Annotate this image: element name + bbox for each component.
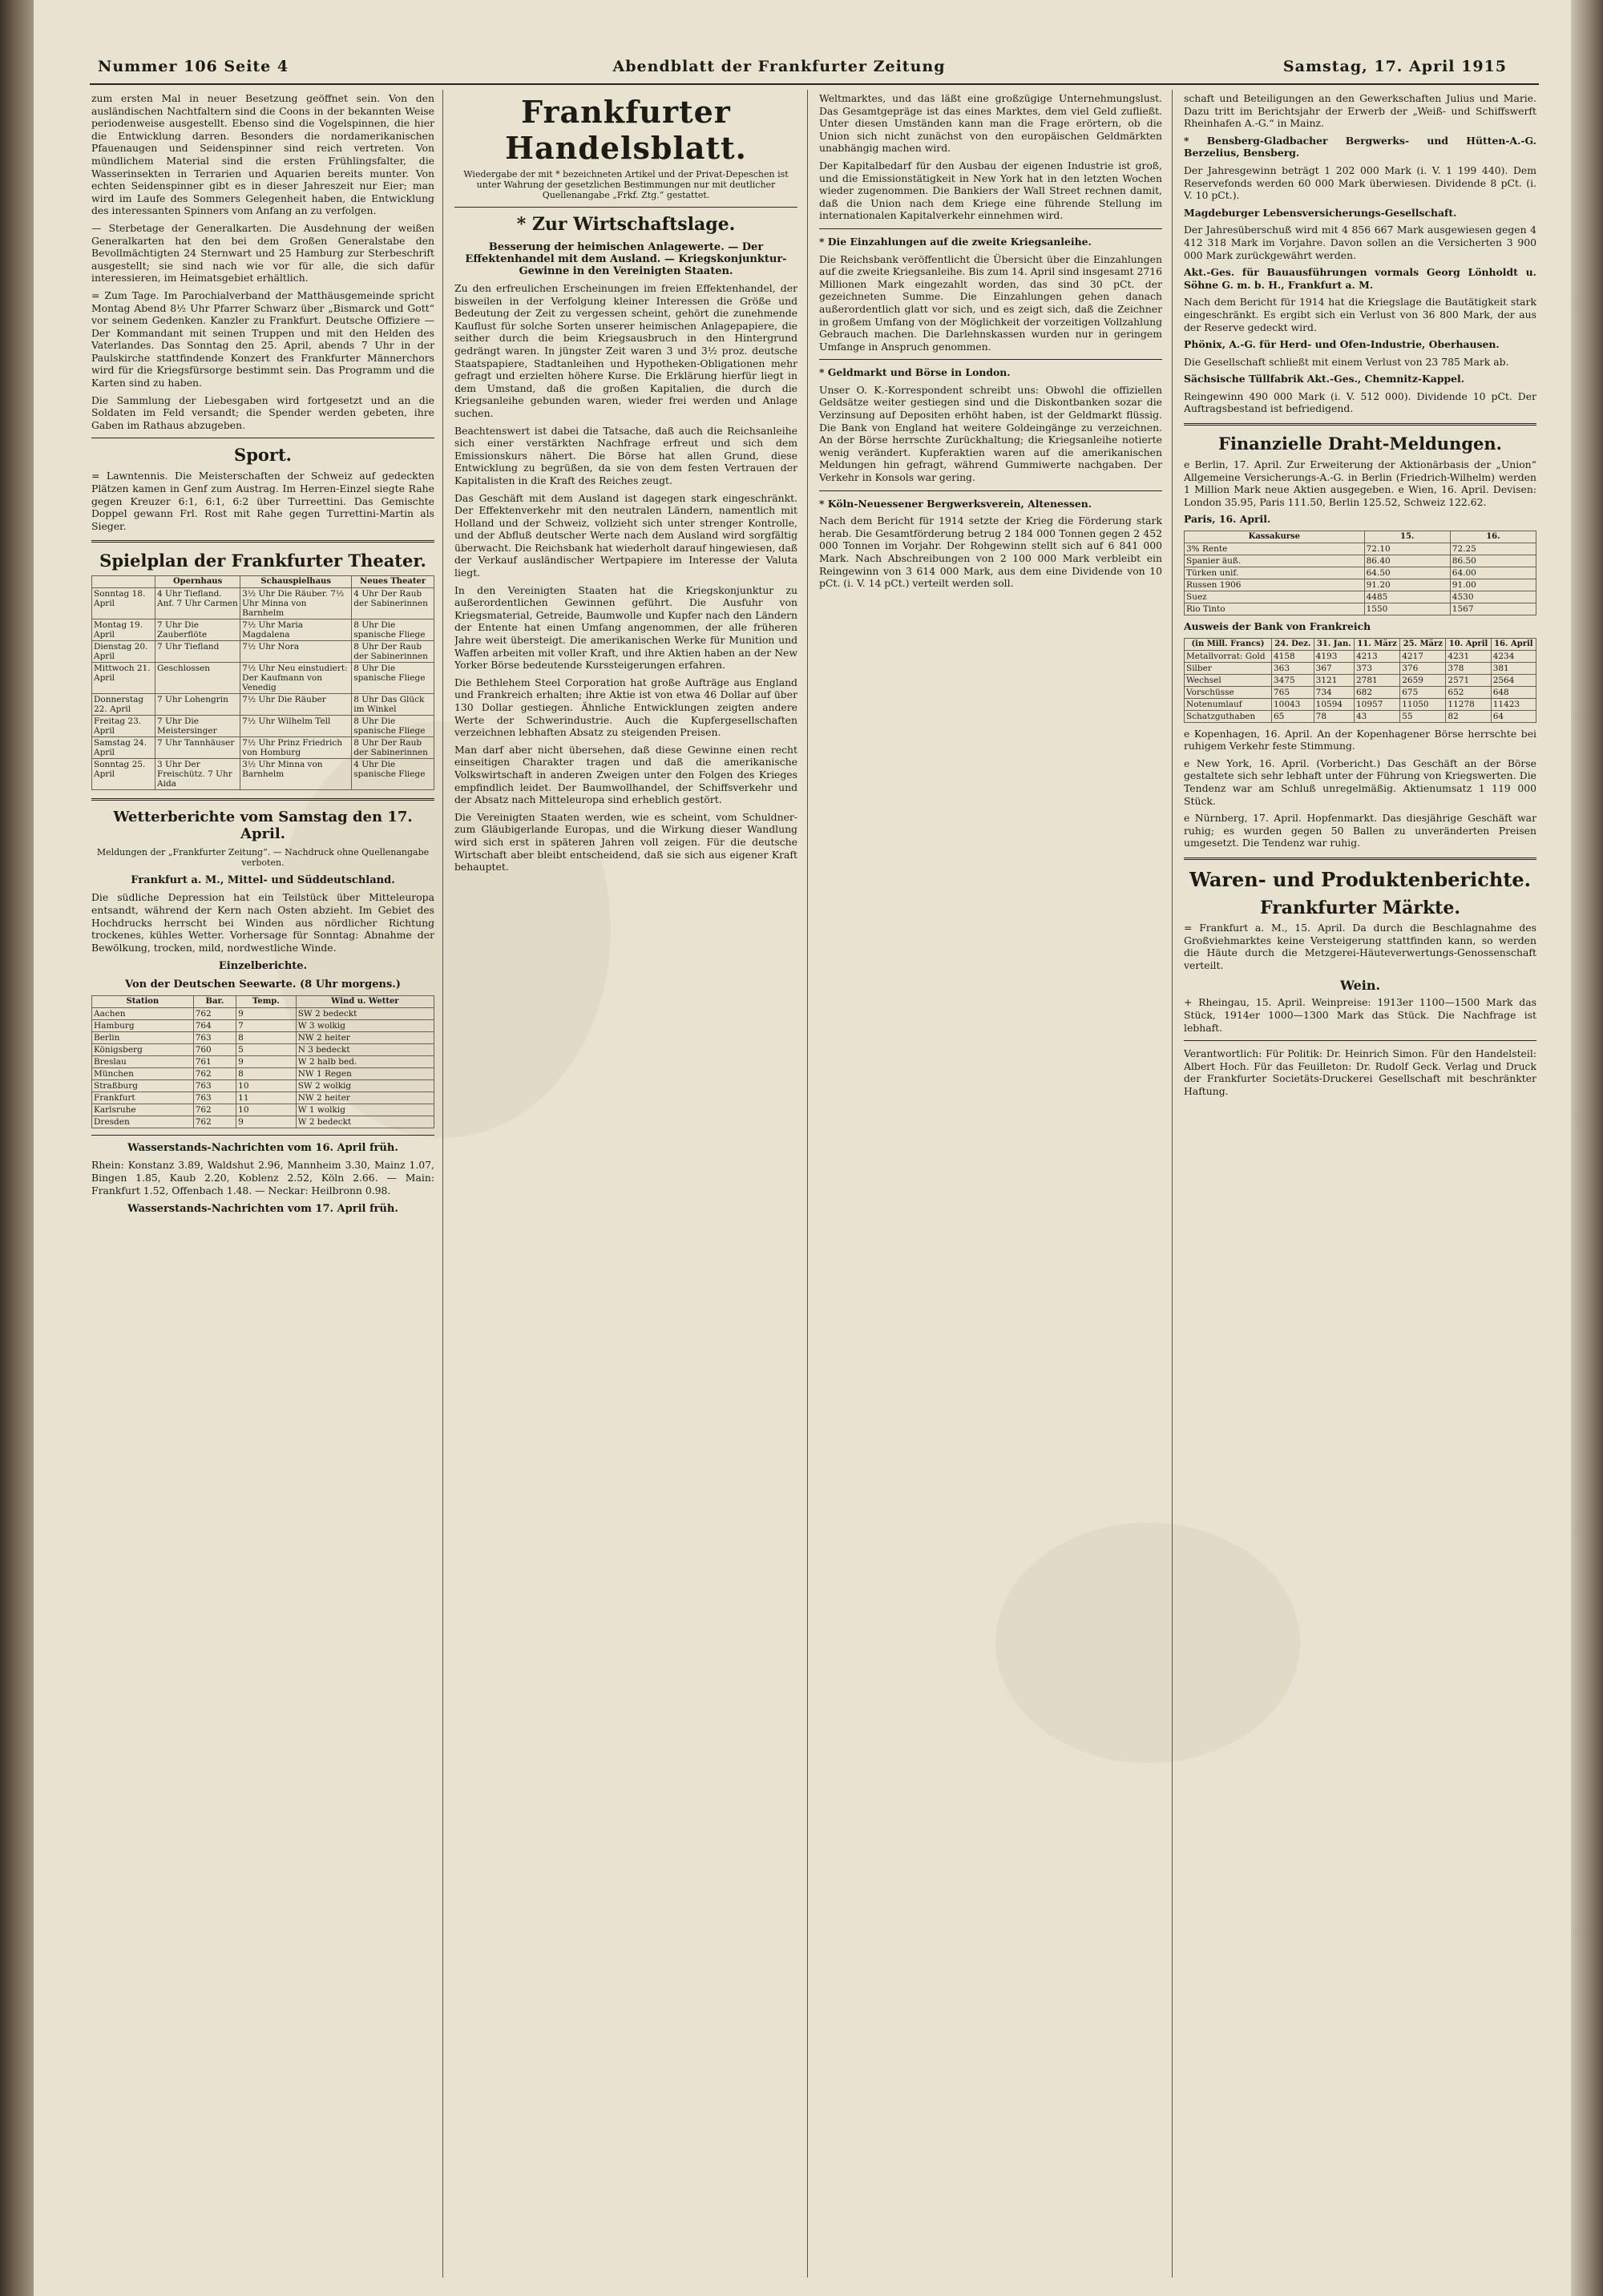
table-cell: Suez [1185, 591, 1365, 603]
table-cell: 734 [1314, 686, 1354, 698]
section-title-waren: Waren- und Produktenberichte. [1189, 867, 1532, 891]
paragraph: Der Kapitalbedarf für den Ausbau der eigenen Industrie ist groß, und die Emissionstätigkeit in New York hat in den letzten Wochen wieder zugenommen. Die Bankiers der Wall Street rechnen damit, daß die Union nach dem Kriege eine führende Stellung im internationalen Kapitalverkehr einnehmen wird. [819, 159, 1162, 222]
table-cell: Wechsel [1185, 674, 1272, 686]
column-1 [91, 92, 434, 2272]
table-row [92, 1116, 434, 1128]
table-cell: Notenumlauf [1185, 698, 1272, 710]
einzel-title: Einzelberichte. [218, 960, 308, 973]
table-cell: Dresden [92, 1116, 194, 1128]
table-cell: 4193 [1314, 650, 1354, 662]
article-body [819, 92, 1162, 222]
newspaper-page [34, 0, 1571, 2296]
table-cell: Türken unif. [1185, 567, 1365, 579]
table-cell: Rio Tinto [1185, 603, 1365, 615]
table-row [1185, 543, 1536, 555]
table-cell: 91.20 [1364, 579, 1450, 591]
table-row [92, 619, 434, 641]
table-cell: Sonntag 25. April [92, 759, 155, 790]
table-cell: Breslau [92, 1056, 194, 1068]
article-title: * Die Einzahlungen auf die zweite Kriegsanleihe. [819, 235, 1092, 248]
table-cell: 762 [193, 1116, 236, 1128]
table-cell: 7 Uhr Tiefland [155, 641, 240, 663]
table-cell: 763 [193, 1092, 236, 1104]
paragraph: Die Vereinigten Staaten werden, wie es scheint, vom Schuldner- zum Gläubigerlande Europas, und die Wirkung dieser Wandlung wird sich erst in späteren Jahren voll zeigen. Für die deutsche Wirtschaft aber bleibt entscheidend, daß sie sich aus eigener Kraft behauptet. [454, 810, 797, 874]
table-row [92, 737, 434, 759]
divider [1184, 857, 1536, 860]
article-title: Sächsische Tüllfabrik Akt.-Ges., Chemnitz-Kappel. [1184, 373, 1465, 385]
paragraph: Reingewinn 490 000 Mark (i. V. 512 000). Dividende 10 pCt. Der Auftragsbestand ist befriedigend. [1184, 389, 1536, 415]
section-lead: Besserung der heimischen Anlagewerte. — Der Effektenhandel mit dem Ausland. — Kriegskonjunktur-Gewinne in den Vereinigten Staaten. [465, 241, 787, 277]
table-cell: N 3 bedeckt [296, 1044, 434, 1056]
table-cell: 2659 [1400, 674, 1446, 686]
table-cell: 72.10 [1364, 543, 1450, 555]
table-cell: 648 [1491, 686, 1536, 698]
table-cell: 8 Uhr Die spanische Fliege [352, 716, 434, 737]
table-header-cell: Schauspielhaus [240, 576, 352, 588]
section-title-wein: Wein. [1339, 978, 1381, 994]
table-cell: 4217 [1400, 650, 1446, 662]
table-header-cell: 24. Dez. [1272, 638, 1314, 650]
article-body [454, 282, 797, 874]
paragraph: Unser O. K.-Korrespondent schreibt uns: Obwohl die offiziellen Geldsätze weiter gestiegen sind und die Diskontbanken sozar die Verzinsung auf Depositen erhöht haben, ist der Geldmarkt flüssig. Die Bank von England hat weitere Goldeingänge zu verzeichnen. An der Börse herrschte Zurückhaltung; die Kriegsanleihe notierte wenig verändert. Kupferaktien waren auf die amerikanischen Meldungen hin gefragt, während Gummiwerte nachgaben. Der Verkehr in Konsols war gering. [819, 383, 1162, 484]
table-row [92, 716, 434, 737]
paragraph: e New York, 16. April. (Vorbericht.) Das Geschäft an der Börse gestaltete sich sehr lebhaft unter der Führung von Kriegswerten. Die Tendenz war am Schluß unregelmäßig. Aktienumsatz 1 119 000 Stück. [1184, 757, 1536, 807]
table-cell: 2564 [1491, 674, 1536, 686]
paragraph: Der Jahresgewinn beträgt 1 202 000 Mark (i. V. 1 199 440). Dem Reservefonds werden 60 000 Mark überwiesen. Dividende 8 pCt. (i. V. 10 pCt.). [1184, 163, 1536, 202]
table-cell: 4485 [1364, 591, 1450, 603]
table-cell: 72.25 [1450, 543, 1536, 555]
paragraph: Beachtenswert ist dabei die Tatsache, daß auch die Reichsanleihe sich einer verstärkten Nachfrage erfreut und sich dem Emissionskurs nähert. Die Börse hat allen Grund, diese Entwicklung zu begrüßen, da sie von dem festen Vertrauen der Kapitalisten in die Kraft des Reiches zeugt. [454, 424, 797, 486]
weather-region: Frankfurt a. M., Mittel- und Süddeutschland. [131, 874, 395, 887]
table-cell: W 1 wolkig [296, 1104, 434, 1116]
table-row [92, 641, 434, 663]
table-cell: 9 [236, 1116, 297, 1128]
table-cell: NW 2 heiter [296, 1092, 434, 1104]
table-cell: 7½ Uhr Nora [240, 641, 352, 663]
stations-table [91, 995, 434, 1128]
table-row [1185, 650, 1536, 662]
table-cell: 7 Uhr Die Zauberflöte [155, 619, 240, 641]
table-cell: 8 Uhr Die spanische Fliege [352, 663, 434, 694]
article-title: Magdeburger Lebensversicherungs-Gesellschaft. [1184, 206, 1457, 219]
table-row [92, 1092, 434, 1104]
theater-table [91, 575, 434, 790]
divider [91, 540, 434, 543]
header-issue: Nummer 106 Seite 4 [98, 58, 289, 75]
paragraph: Die Sammlung der Liebesgaben wird fortgesetzt und an die Soldaten im Feld versandt; die Spender werden gebeten, ihre Gaben im Rathaus abzugeben. [91, 393, 434, 431]
table-cell: 7 Uhr Die Meistersinger [155, 716, 240, 737]
table-cell: 373 [1355, 662, 1400, 674]
table-cell: Karlsruhe [92, 1104, 194, 1116]
header-date: Samstag, 17. April 1915 [1282, 58, 1507, 75]
table-row [1185, 555, 1536, 567]
table-cell: Metallvorrat: Gold [1185, 650, 1272, 662]
paragraph: e Berlin, 17. April. Zur Erweiterung der Aktionärbasis der „Union“ Allgemeine Versicherungs-A.-G. in Berlin (Friedrich-Wilhelm) werden 1 Million Mark neue Aktien ausgegeben. e Wien, 16. April. Devisen: London 35.95, Paris 111.50, Berlin 125.52, Schweiz 122.62. [1184, 458, 1536, 508]
table-cell: 11423 [1491, 698, 1536, 710]
paragraph: Die Bethlehem Steel Corporation hat große Aufträge aus England und Frankreich erhalten; ihre Aktie ist von etwa 46 Dollar auf über 130 Dollar gestiegen. Ähnliche Entwicklungen zeigten andere Werte der Schwerindustrie. Auch die Kupfergesellschaften verzeichnen lebhaften Absatz zu steigenden Preisen. [454, 676, 797, 739]
table-row [92, 1068, 434, 1080]
table-cell: W 2 bedeckt [296, 1116, 434, 1128]
paragraph: Nach dem Bericht für 1914 setzte der Krieg die Förderung stark herab. Die Gesamtförderung betrug 2 184 000 Tonnen gegen 2 452 000 Tonnen im Vorjahr. Der Rohgewinn stellt sich auf 6 841 000 Mark. Nach Abschreibungen von 2 100 000 Mark verbleibt ein Reingewinn von 3 614 000 Mark, aus dem eine Dividende von 10 pCt. (i. V. 14 pCt.) verteilt werden soll. [819, 514, 1162, 590]
table-cell: 2571 [1446, 674, 1491, 686]
article-title: * Geldmarkt und Börse in London. [819, 366, 1011, 379]
header-title: Abendblatt der Frankfurter Zeitung [612, 58, 946, 75]
table-row [92, 588, 434, 619]
table-cell: Dienstag 20. April [92, 641, 155, 663]
paragraph: Der Jahresüberschuß wird mit 4 856 667 Mark ausgewiesen gegen 4 412 318 Mark im Vorjahre. Davon sollen an die Versicherten 3 900 000 Mark zurückgewährt werden. [1184, 224, 1536, 261]
table-row [92, 1056, 434, 1068]
table-row [92, 663, 434, 694]
article-title: Akt.-Ges. für Bauausführungen vormals Georg Lönholdt u. Söhne G. m. b. H., Frankfurt a. M. [1184, 266, 1536, 291]
paragraph: + Rheingau, 15. April. Weinpreise: 1913er 1100—1500 Mark das Stück, 1914er 1000—1300 Mark das Stück. Die Nachfrage ist lebhaft. [1184, 996, 1536, 1034]
table-header-cell: 10. April [1446, 638, 1491, 650]
paragraph: = Zum Tage. Im Parochialverband der Matthäusgemeinde spricht Montag Abend 8½ Uhr Pfarrer Schwarz über „Bismarck und Gott“ vor seinem Gedenken. Kanzler zu Frankfurt. Deutsche Offiziere — Der Kommandant mit seinen Truppen und mit den Helden des Vaterlandes. Das Sonntag den 25. April, abends 7 Uhr in der Paulskirche stattfindende Konzert des Frankfurter Männerchors wird für die Kriegsfürsorge bestimmt sein. Das Programm und die Karten sind zu haben. [91, 289, 434, 389]
table-cell: SW 2 bedeckt [296, 1008, 434, 1020]
table-header-cell: Neues Theater [352, 576, 434, 588]
paragraph: = Lawntennis. Die Meisterschaften der Schweiz auf gedeckten Plätzen kamen in Genf zum Austrag. Im Herren-Einzel siegte Rahe gegen Kreuzer 6:1, 6:1, 6:2 über Turreettini. Das Gemischte Doppel gewann Frl. Rost mit Rahe gegen Turrettini-Martin als Sieger. [91, 470, 434, 532]
table-row [92, 1080, 434, 1092]
table-cell: 3½ Uhr Minna von Barnhelm [240, 759, 352, 790]
divider [819, 359, 1162, 360]
table-cell: 764 [193, 1020, 236, 1032]
table-cell: Straßburg [92, 1080, 194, 1092]
section-title-wirtschaftslage: * Zur Wirtschaftslage. [516, 214, 736, 235]
table-header-cell: 16. April [1491, 638, 1536, 650]
table-cell: SW 2 wolkig [296, 1080, 434, 1092]
table-cell: 682 [1355, 686, 1400, 698]
table-cell: 762 [193, 1068, 236, 1080]
table-cell: 78 [1314, 710, 1354, 722]
column-2 [454, 92, 797, 2272]
table-header-row [92, 576, 434, 588]
book-binding [0, 0, 34, 2296]
table-cell: Aachen [92, 1008, 194, 1020]
paragraph: — Sterbetage der Generalkarten. Die Ausdehnung der weißen Generalkarten hat den bei dem Großen Generalstabe den Bevollmächtigten 24 Sternwart und 25 Hamburg zur Sterbeschrift ausgestellt; sie sind nach wie vor für alle, die sich dafür interessieren, im Heimatsgebiet erhältlich. [91, 221, 434, 284]
table-cell: 3% Rente [1185, 543, 1365, 555]
table-cell: 7 Uhr Lohengrin [155, 694, 240, 716]
table-header-row [1185, 638, 1536, 650]
section-title-sport: Sport. [234, 445, 292, 466]
divider [819, 228, 1162, 229]
table-cell: W 3 wolkig [296, 1020, 434, 1032]
table-cell: NW 1 Regen [296, 1068, 434, 1080]
table-cell: 86.40 [1364, 555, 1450, 567]
table-header-cell: (in Mill. Francs) [1185, 638, 1272, 650]
seewarte-title: Von der Deutschen Seewarte. (8 Uhr morgens.) [125, 979, 401, 991]
table-cell: 762 [193, 1008, 236, 1020]
paragraph: Die südliche Depression hat ein Teilstück über Mitteleuropa entsandt, während der Kern nach Osten abzieht. Im Gebiet des Hochdrucks herrscht bei Winden aus nördlicher Richtung trockenes, kühles Wetter. Vorhersage für Sonntag: Abnahme der Bewölkung, trocken, mild, nordwestliche Winde. [91, 891, 434, 954]
paragraph: = Frankfurt a. M., 15. April. Da durch die Beschlagnahme des Großviehmarktes keine Versteigerung stattfinden kann, so werden die Häute durch die Metzgerei-Häuteverwertungs-Genossenschaft verteilt. [1184, 921, 1536, 971]
table-cell: 11278 [1446, 698, 1491, 710]
table-cell: 64.00 [1450, 567, 1536, 579]
paragraph: Das Geschäft mit dem Ausland ist dagegen stark eingeschränkt. Der Effektenverkehr mit den neutralen Ländern, namentlich mit Holland und der Schweiz, vollzieht sich unter strenger Kontrolle, und der Abfluß deutscher Werte nach dem Ausland wird sorgfältig überwacht. Die Reichsbank hat wiederholt darauf hingewiesen, daß der Verkauf ausländischer Wertpapiere im Interesse der Valuta liegt. [454, 491, 797, 579]
article-title: * Köln-Neuessener Bergwerksverein, Altenessen. [819, 497, 1092, 510]
paragraph: e Kopenhagen, 16. April. An der Kopenhagener Börse herrschte bei ruhigem Verkehr feste Stimmung. [1184, 727, 1536, 753]
paragraph: Weltmarktes, und das läßt eine großzügige Unternehmungslust. Das Gesamtgepräge ist das eines Marktes, dem viel Geld zufließt. Unter diesen Umständen kann man die Frage erörtern, ob die Union sich nicht zunächst von den europäischen Geldmärkten unabhängig machen wird. [819, 92, 1162, 155]
table-cell: W 2 halb bed. [296, 1056, 434, 1068]
table-cell: 8 Uhr Die spanische Fliege [352, 619, 434, 641]
table-cell: 762 [193, 1104, 236, 1116]
table-row [1185, 686, 1536, 698]
table-header-cell: 31. Jan. [1314, 638, 1354, 650]
table-cell: 8 Uhr Das Glück im Winkel [352, 694, 434, 716]
table-cell: München [92, 1068, 194, 1080]
table-cell: Sonntag 18. April [92, 588, 155, 619]
table-cell: Russen 1906 [1185, 579, 1365, 591]
table-cell: 82 [1446, 710, 1491, 722]
table-cell: 3 Uhr Der Freischütz. 7 Uhr Aida [155, 759, 240, 790]
table-cell: 4 Uhr Die spanische Fliege [352, 759, 434, 790]
table-cell: 10043 [1272, 698, 1314, 710]
table-header-cell: 16. [1450, 531, 1536, 543]
imprint: Verantwortlich: Für Politik: Dr. Heinrich Simon. Für den Handelsteil: Albert Hoch. Für das Feuilleton: Dr. Rudolf Geck. Verlag und Druck der Frankfurter Societäts-Druckerei Gesellschaft mit beschränkter Haftung. [1184, 1047, 1536, 1097]
table-header-cell: Kassakurse [1185, 531, 1365, 543]
table-cell: 64.50 [1364, 567, 1450, 579]
table-cell: 4158 [1272, 650, 1314, 662]
table-row [92, 1032, 434, 1044]
table-cell: 8 Uhr Der Raub der Sabinerinnen [352, 737, 434, 759]
column-rule [807, 90, 808, 2278]
table-cell: 363 [1272, 662, 1314, 674]
paragraph: zum ersten Mal in neuer Besetzung geöffnet sein. Von den ausländischen Nachtfaltern sind die Coons in der bekannten Weise periodenweise ausgestellt. Ebenso sind die Vogelspinnen, die hier die Entwicklung darren. Besonders die nordamerikanischen Pfauenaugen und Seidenspinner sind reich vertreten. Von mündlichem Material sind die ersten Frühlingsfalter, die Wasserinsekten in Terrarien und Aquarien bereits munter. Von echten Seidenspinner gibt es in dieser Jahreszeit nur Eier; man wird im Laufe des Sommers Gelegenheit haben, die Entwicklung des interessanten Spinners vom Anfang an zu verfolgen. [91, 92, 434, 217]
table-header-cell: Temp. [236, 996, 297, 1008]
handelsblatt-title: Frankfurter Handelsblatt. [505, 94, 747, 166]
table-header-cell: 15. [1364, 531, 1450, 543]
table-row [1185, 591, 1536, 603]
divider [1184, 423, 1536, 426]
table-cell: 8 Uhr Der Raub der Sabinerinnen [352, 641, 434, 663]
table-cell: 3121 [1314, 674, 1354, 686]
table-cell: Geschlossen [155, 663, 240, 694]
paragraph: e Nürnberg, 17. April. Hopfenmarkt. Das diesjährige Geschäft war ruhig; es wurden gegen 50 Ballen zu unveränderten Preisen umgesetzt. Die Tendenz war ruhig. [1184, 812, 1536, 849]
table-cell: 64 [1491, 710, 1536, 722]
table-cell: 43 [1355, 710, 1400, 722]
table-row [1185, 698, 1536, 710]
table-cell: 765 [1272, 686, 1314, 698]
table-cell: 763 [193, 1032, 236, 1044]
table-row [92, 694, 434, 716]
table-header-cell: 11. März [1355, 638, 1400, 650]
table-cell: 8 [236, 1032, 297, 1044]
table-cell: Spanier äuß. [1185, 555, 1365, 567]
table-cell: 3475 [1272, 674, 1314, 686]
table-cell: 7 [236, 1020, 297, 1032]
table-cell: 5 [236, 1044, 297, 1056]
paris-table [1184, 531, 1536, 615]
table-cell: 675 [1400, 686, 1446, 698]
table-row [1185, 567, 1536, 579]
divider [819, 490, 1162, 491]
table-row [92, 1008, 434, 1020]
table-cell: 4231 [1446, 650, 1491, 662]
table-cell: 11 [236, 1092, 297, 1104]
table-cell: Berlin [92, 1032, 194, 1044]
table-cell: 10 [236, 1104, 297, 1116]
table-cell: 9 [236, 1056, 297, 1068]
table-cell: 4 Uhr Der Raub der Sabinerinnen [352, 588, 434, 619]
paragraph: Man darf aber nicht übersehen, daß diese Gewinne einen recht einseitigen Charakter tragen und daß die amerikanische Volkswirtschaft in anderen Zweigen unter den Folgen des Krieges empfindlich leidet. Der Baumwollhandel, der Schiffsverkehr und der Absatz nach Mitteleuropa sind erheblich gestört. [454, 743, 797, 806]
table-cell: 4234 [1491, 650, 1536, 662]
wasser-title-2: Wasserstands-Nachrichten vom 17. April früh. [127, 1203, 398, 1216]
table-cell: Samstag 24. April [92, 737, 155, 759]
table-cell: Donnerstag 22. April [92, 694, 155, 716]
section-title-draht: Finanzielle Draht-Meldungen. [1218, 434, 1502, 454]
table-cell: 65 [1272, 710, 1314, 722]
article-title: * Bensberg-Gladbacher Bergwerks- und Hütten-A.-G. Berzelius, Bensberg. [1184, 134, 1536, 159]
paragraph: Die Gesellschaft schließt mit einem Verlust von 23 785 Mark ab. [1184, 355, 1509, 368]
paragraph: Zu den erfreulichen Erscheinungen im freien Effektenhandel, der bisweilen in der Verfolgung kleiner Interessen die Größe und Bedeutung der Zeit zu vergessen scheint, gehört die zunehmende Kauflust für solche Sorten unserer heimischen Anlagepapiere, die seither durch die beim Kriegsausbruch in den Hintergrund gedrängt waren. In jüngster Zeit waren 3 und 3½ proz. deutsche Staatspapiere, Stadtanleihen und Hypotheken-Obligationen mehr gefragt und erzielten höhere Kurse. Die Erklärung hierfür liegt in dem Umstand, daß die großen Kapitalien, die durch die Kriegsanleihe gebunden waren, wieder frei werden und Anlage suchen. [454, 282, 797, 419]
paris-title: Paris, 16. April. [1184, 513, 1271, 526]
table-cell: 652 [1446, 686, 1491, 698]
table-cell: Frankfurt [92, 1092, 194, 1104]
table-cell: 760 [193, 1044, 236, 1056]
table-row [92, 759, 434, 790]
table-cell: 367 [1314, 662, 1354, 674]
table-row [1185, 579, 1536, 591]
header-rule [90, 83, 1539, 85]
table-cell: 763 [193, 1080, 236, 1092]
table-header-row [1185, 531, 1536, 543]
table-row [1185, 674, 1536, 686]
table-cell: 7½ Uhr Maria Magdalena [240, 619, 352, 641]
table-cell: 7½ Uhr Prinz Friedrich von Homburg [240, 737, 352, 759]
column-rule [1172, 90, 1173, 2278]
section-title-theater: Spielplan der Frankfurter Theater. [99, 551, 426, 571]
table-header-cell: Wind u. Wetter [296, 996, 434, 1008]
table-cell: 9 [236, 1008, 297, 1020]
article-title: Phönix, A.-G. für Herd- und Ofen-Industrie, Oberhausen. [1184, 338, 1500, 351]
table-cell: 1567 [1450, 603, 1536, 615]
table-header-cell: Opernhaus [155, 576, 240, 588]
table-cell: 91.00 [1450, 579, 1536, 591]
table-cell: 7½ Uhr Wilhelm Tell [240, 716, 352, 737]
table-row [92, 1104, 434, 1116]
table-cell: 10957 [1355, 698, 1400, 710]
table-cell: 7 Uhr Tannhäuser [155, 737, 240, 759]
table-cell: 8 [236, 1068, 297, 1080]
column-3 [819, 92, 1162, 2272]
wasser-title-1: Wasserstands-Nachrichten vom 16. April früh. [127, 1142, 398, 1155]
table-cell: 761 [193, 1056, 236, 1068]
table-row [1185, 710, 1536, 722]
table-cell: 11050 [1400, 698, 1446, 710]
divider [91, 798, 434, 801]
table-cell: 7½ Uhr Neu einstudiert: Der Kaufmann von Venedig [240, 663, 352, 694]
table-cell: 86.50 [1450, 555, 1536, 567]
table-cell: 4 Uhr Tiefland. Anf. 7 Uhr Carmen [155, 588, 240, 619]
bank-title: Ausweis der Bank von Frankreich [1184, 620, 1371, 633]
table-cell: 1550 [1364, 603, 1450, 615]
table-cell: 378 [1446, 662, 1491, 674]
table-cell: 10 [236, 1080, 297, 1092]
table-row [1185, 603, 1536, 615]
table-cell: Montag 19. April [92, 619, 155, 641]
table-cell: Königsberg [92, 1044, 194, 1056]
table-cell: Freitag 23. April [92, 716, 155, 737]
table-header-row [92, 996, 434, 1008]
paragraph: Die Reichsbank veröffentlicht die Übersicht über die Einzahlungen auf die zweite Kriegsanleihe. Bis zum 14. April sind insgesamt 2716 Millionen Mark eingezahlt worden, das sind 30 pCt. der gezeichneten Summe. Die Einzahlungen gehen danach außerordentlich glatt vor sich, und es zeigt sich, daß die Zeichner in großem Umfang von der Möglichkeit der vorzeitigen Vollzahlung Gebrauch machen. Die Darlehnskassen wurden nur in geringem Umfange in Anspruch genommen. [819, 252, 1162, 353]
table-header-cell [92, 576, 155, 588]
table-cell: 4213 [1355, 650, 1400, 662]
table-header-cell: Bar. [193, 996, 236, 1008]
table-cell: 7½ Uhr Die Räuber [240, 694, 352, 716]
table-row [92, 1044, 434, 1056]
divider [1184, 1040, 1536, 1041]
table-header-cell: 25. März [1400, 638, 1446, 650]
table-cell: 2781 [1355, 674, 1400, 686]
table-cell: Hamburg [92, 1020, 194, 1032]
table-row [92, 1020, 434, 1032]
paragraph: In den Vereinigten Staaten hat die Kriegskonjunktur zu außerordentlichen Gewinnen geführt. Die Ausfuhr von Kriegsmaterial, Getreide, Baumwolle und Kupfer nach den Ländern der Entente hat einen Umfang angenommen, der alle früheren Jahre weit übersteigt. Die amerikanischen Werke für Munition und Waffen arbeiten mit voller Kraft, und ihre Aktien haben an der New Yorker Börse bedeutende Kurssteigerungen erfahren. [454, 583, 797, 672]
table-cell: Silber [1185, 662, 1272, 674]
page-edge [1571, 0, 1603, 2296]
bank-table [1184, 638, 1536, 723]
table-cell: 3½ Uhr Die Räuber. 7½ Uhr Minna von Barnhelm [240, 588, 352, 619]
handelsblatt-note: Wiedergabe der mit * bezeichneten Artikel und der Privat-Depeschen ist unter Wahrung der gesetzlichen Bestimmungen nur mit deutlicher Quellenangabe „Frkf. Ztg.“ gestattet. [463, 169, 789, 200]
table-cell: Vorschüsse [1185, 686, 1272, 698]
table-row [1185, 662, 1536, 674]
table-header-cell: Station [92, 996, 194, 1008]
paragraph: Rhein: Konstanz 3.89, Waldshut 2.96, Mannheim 3.30, Mainz 1.07, Bingen 1.85, Kaub 2.20, Koblenz 2.52, Köln 2.66. — Main: Frankfurt 1.52, Offenbach 1.48. — Neckar: Heilbronn 0.98. [91, 1159, 434, 1196]
table-cell: 10594 [1314, 698, 1354, 710]
table-cell: Mittwoch 21. April [92, 663, 155, 694]
table-cell: NW 2 heiter [296, 1032, 434, 1044]
table-cell: 381 [1491, 662, 1536, 674]
paragraph: Nach dem Bericht für 1914 hat die Kriegslage die Bautätigkeit stark eingeschränkt. Es ergibt sich ein Verlust von 36 800 Mark, der aus der Reserve gedeckt wird. [1184, 296, 1536, 333]
table-cell: Schatzguthaben [1185, 710, 1272, 722]
column-4 [1184, 92, 1536, 2272]
paragraph: schaft und Beteiligungen an den Gewerkschaften Julius und Marie. Dazu tritt im Berichtsjahr der Erwerb der „Weiß- und Schiffswerft Rheinhafen A.-G.“ in Mainz. [1184, 92, 1536, 130]
column-rule [442, 90, 443, 2278]
section-title-weather: Wetterberichte vom Samstag den 17. April. [113, 809, 413, 843]
divider [454, 207, 797, 208]
divider [91, 1135, 434, 1136]
weather-subtitle: Meldungen der „Frankfurter Zeitung“. — Nachdruck ohne Quellenangabe verboten. [96, 847, 430, 869]
table-cell: 4530 [1450, 591, 1536, 603]
table-cell: 376 [1400, 662, 1446, 674]
section-title-maerkte: Frankfurter Märkte. [1259, 897, 1461, 918]
table-cell: 55 [1400, 710, 1446, 722]
